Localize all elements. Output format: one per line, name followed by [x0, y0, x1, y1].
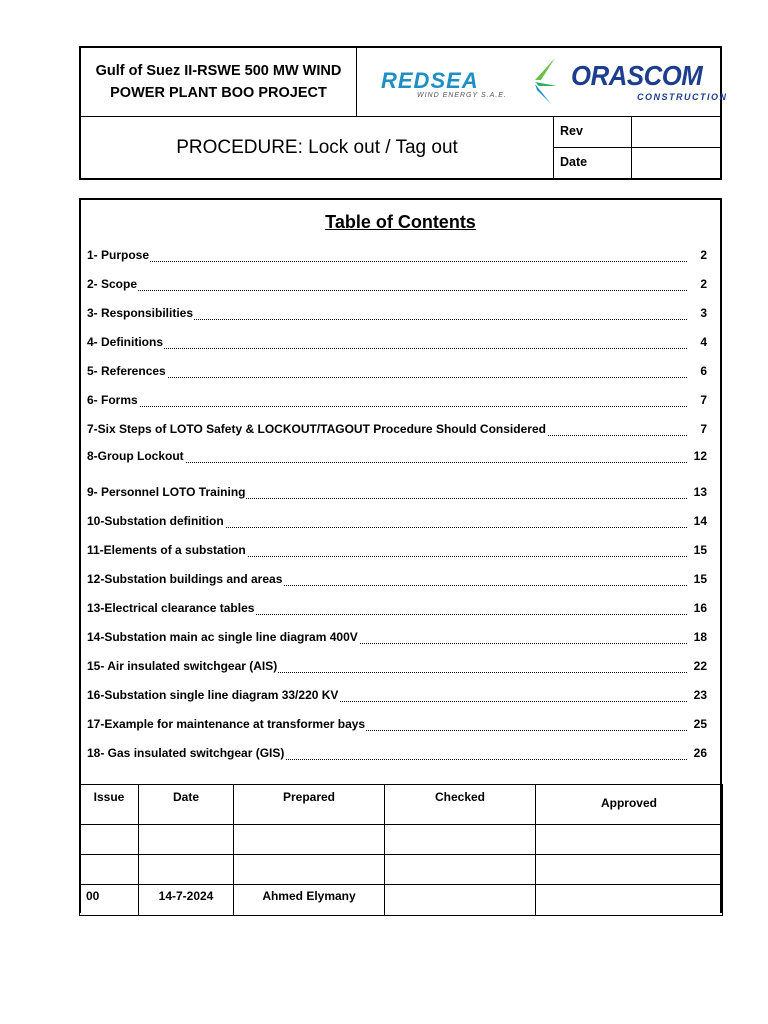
toc-entry-page: 16: [693, 601, 707, 615]
toc-entry: [87, 746, 707, 764]
date-row: [554, 148, 721, 178]
rev-row: [554, 117, 721, 148]
orascom-logo: [571, 56, 728, 110]
issue-cell: 00: [80, 885, 139, 916]
toc-entry: [87, 335, 707, 353]
approval-header-row: [80, 785, 723, 825]
toc-leader-dots: [87, 406, 687, 407]
table-row: [80, 855, 723, 885]
approved-cell: [536, 855, 723, 885]
toc-entry-text: 5- References: [87, 364, 166, 378]
issue-cell: [80, 855, 139, 885]
toc-entry-page: 13: [693, 485, 707, 499]
toc-entry-text: 4- Definitions: [87, 335, 164, 349]
redsea-logo-word: REDSEA: [381, 68, 479, 93]
date-label: Date: [560, 155, 588, 169]
table-row: [80, 885, 723, 916]
table-row: [80, 825, 723, 855]
toc-entry-text: 11-Elements of a substation: [87, 543, 246, 557]
toc-entry: [87, 572, 707, 590]
toc-entry: [87, 514, 707, 532]
checked-header: Checked: [385, 785, 536, 825]
toc-entry-page: 23: [693, 688, 707, 702]
toc-entry-text: 14-Substation main ac single line diagram 400V: [87, 630, 358, 644]
document-header: [79, 46, 728, 180]
procedure-title: PROCEDURE: Lock out / Tag out: [176, 136, 458, 158]
toc-entry: [87, 393, 707, 411]
toc-entry: [87, 364, 707, 382]
toc-entry-page: 15: [693, 572, 707, 586]
date-cell: 14-7-2024: [139, 885, 234, 916]
toc-entry-text: 7-Six Steps of LOTO Safety & LOCKOUT/TAGOUT Procedure Should Considered: [87, 422, 546, 436]
approval-table: [79, 784, 723, 916]
issue-header: Issue: [80, 785, 139, 825]
toc-entry-text: 1- Purpose: [87, 248, 150, 262]
rev-label: Rev: [560, 124, 583, 138]
toc-leader-dots: [87, 290, 687, 291]
toc-entry: [87, 449, 707, 467]
redsea-logo: [381, 56, 561, 108]
prepared-header: Prepared: [234, 785, 385, 825]
date-cell: [139, 825, 234, 855]
toc-entry: [87, 543, 707, 561]
wind-turbine-logo-icon: [515, 56, 559, 106]
toc-entry-text: 13-Electrical clearance tables: [87, 601, 255, 615]
issue-cell: [80, 825, 139, 855]
toc-entry-text: 3- Responsibilities: [87, 306, 194, 320]
approved-header: Approved: [536, 785, 723, 825]
toc-entry-page: 15: [693, 543, 707, 557]
toc-title-text: Table of Contents: [325, 212, 476, 232]
toc-entry: [87, 485, 707, 503]
date-value: [631, 148, 721, 178]
toc-title: [81, 212, 720, 233]
toc-entry-page: 25: [693, 717, 707, 731]
approved-cell: [536, 825, 723, 855]
prepared-cell: [234, 825, 385, 855]
prepared-cell: [234, 855, 385, 885]
project-title: Gulf of Suez II-RSWE 500 MW WIND POWER PLANT BOO PROJECT: [81, 48, 357, 116]
toc-entry-page: 7: [700, 422, 707, 436]
orascom-logo-subtitle: CONSTRUCTION: [637, 92, 728, 102]
orascom-logo-word: ORASCOM: [571, 60, 703, 91]
toc-entry-page: 7: [700, 393, 707, 407]
date-cell: [139, 855, 234, 885]
approved-cell: [536, 885, 723, 916]
toc-leader-dots: [87, 377, 687, 378]
toc-entry-text: 15- Air insulated switchgear (AIS): [87, 659, 278, 673]
toc-entry-page: 14: [693, 514, 707, 528]
toc-entry-text: 17-Example for maintenance at transformer bays: [87, 717, 366, 731]
toc-entry-text: 16-Substation single line diagram 33/220 KV: [87, 688, 339, 702]
redsea-logo-subtitle: WIND ENERGY S.A.E.: [417, 92, 507, 99]
revision-box: [553, 117, 720, 178]
toc-entry: [87, 717, 707, 735]
toc-entry: [87, 306, 707, 324]
toc-entry-text: 2- Scope: [87, 277, 138, 291]
toc-entry: [87, 601, 707, 619]
toc-entry-page: 26: [693, 746, 707, 760]
logo-area: [357, 48, 728, 116]
toc-entry-text: 8-Group Lockout: [87, 449, 184, 463]
toc-entry-text: 6- Forms: [87, 393, 138, 407]
toc-entry-page: 4: [700, 335, 707, 349]
rev-value: [631, 117, 721, 147]
toc-entry: [87, 277, 707, 295]
toc-entry: [87, 688, 707, 706]
toc-entry-text: 9- Personnel LOTO Training: [87, 485, 246, 499]
toc-entry-page: 3: [700, 306, 707, 320]
toc-entry-text: 10-Substation definition: [87, 514, 224, 528]
toc-entry-text: 18- Gas insulated switchgear (GIS): [87, 746, 285, 760]
toc-entry-page: 2: [700, 277, 707, 291]
toc-entry: [87, 422, 707, 440]
toc-entry-page: 2: [700, 248, 707, 262]
toc-entry-page: 12: [693, 449, 707, 463]
toc-leader-dots: [87, 348, 687, 349]
toc-entry: [87, 630, 707, 648]
toc-entry-page: 6: [700, 364, 707, 378]
toc-entry-page: 18: [693, 630, 707, 644]
toc-entry-text: 12-Substation buildings and areas: [87, 572, 283, 586]
toc-leader-dots: [87, 261, 687, 262]
toc-entry: [87, 248, 707, 266]
checked-cell: [385, 855, 536, 885]
prepared-cell: Ahmed Elymany: [234, 885, 385, 916]
checked-cell: [385, 825, 536, 855]
toc-entry-page: 22: [693, 659, 707, 673]
date-header: Date: [139, 785, 234, 825]
checked-cell: [385, 885, 536, 916]
toc-entry: [87, 659, 707, 677]
